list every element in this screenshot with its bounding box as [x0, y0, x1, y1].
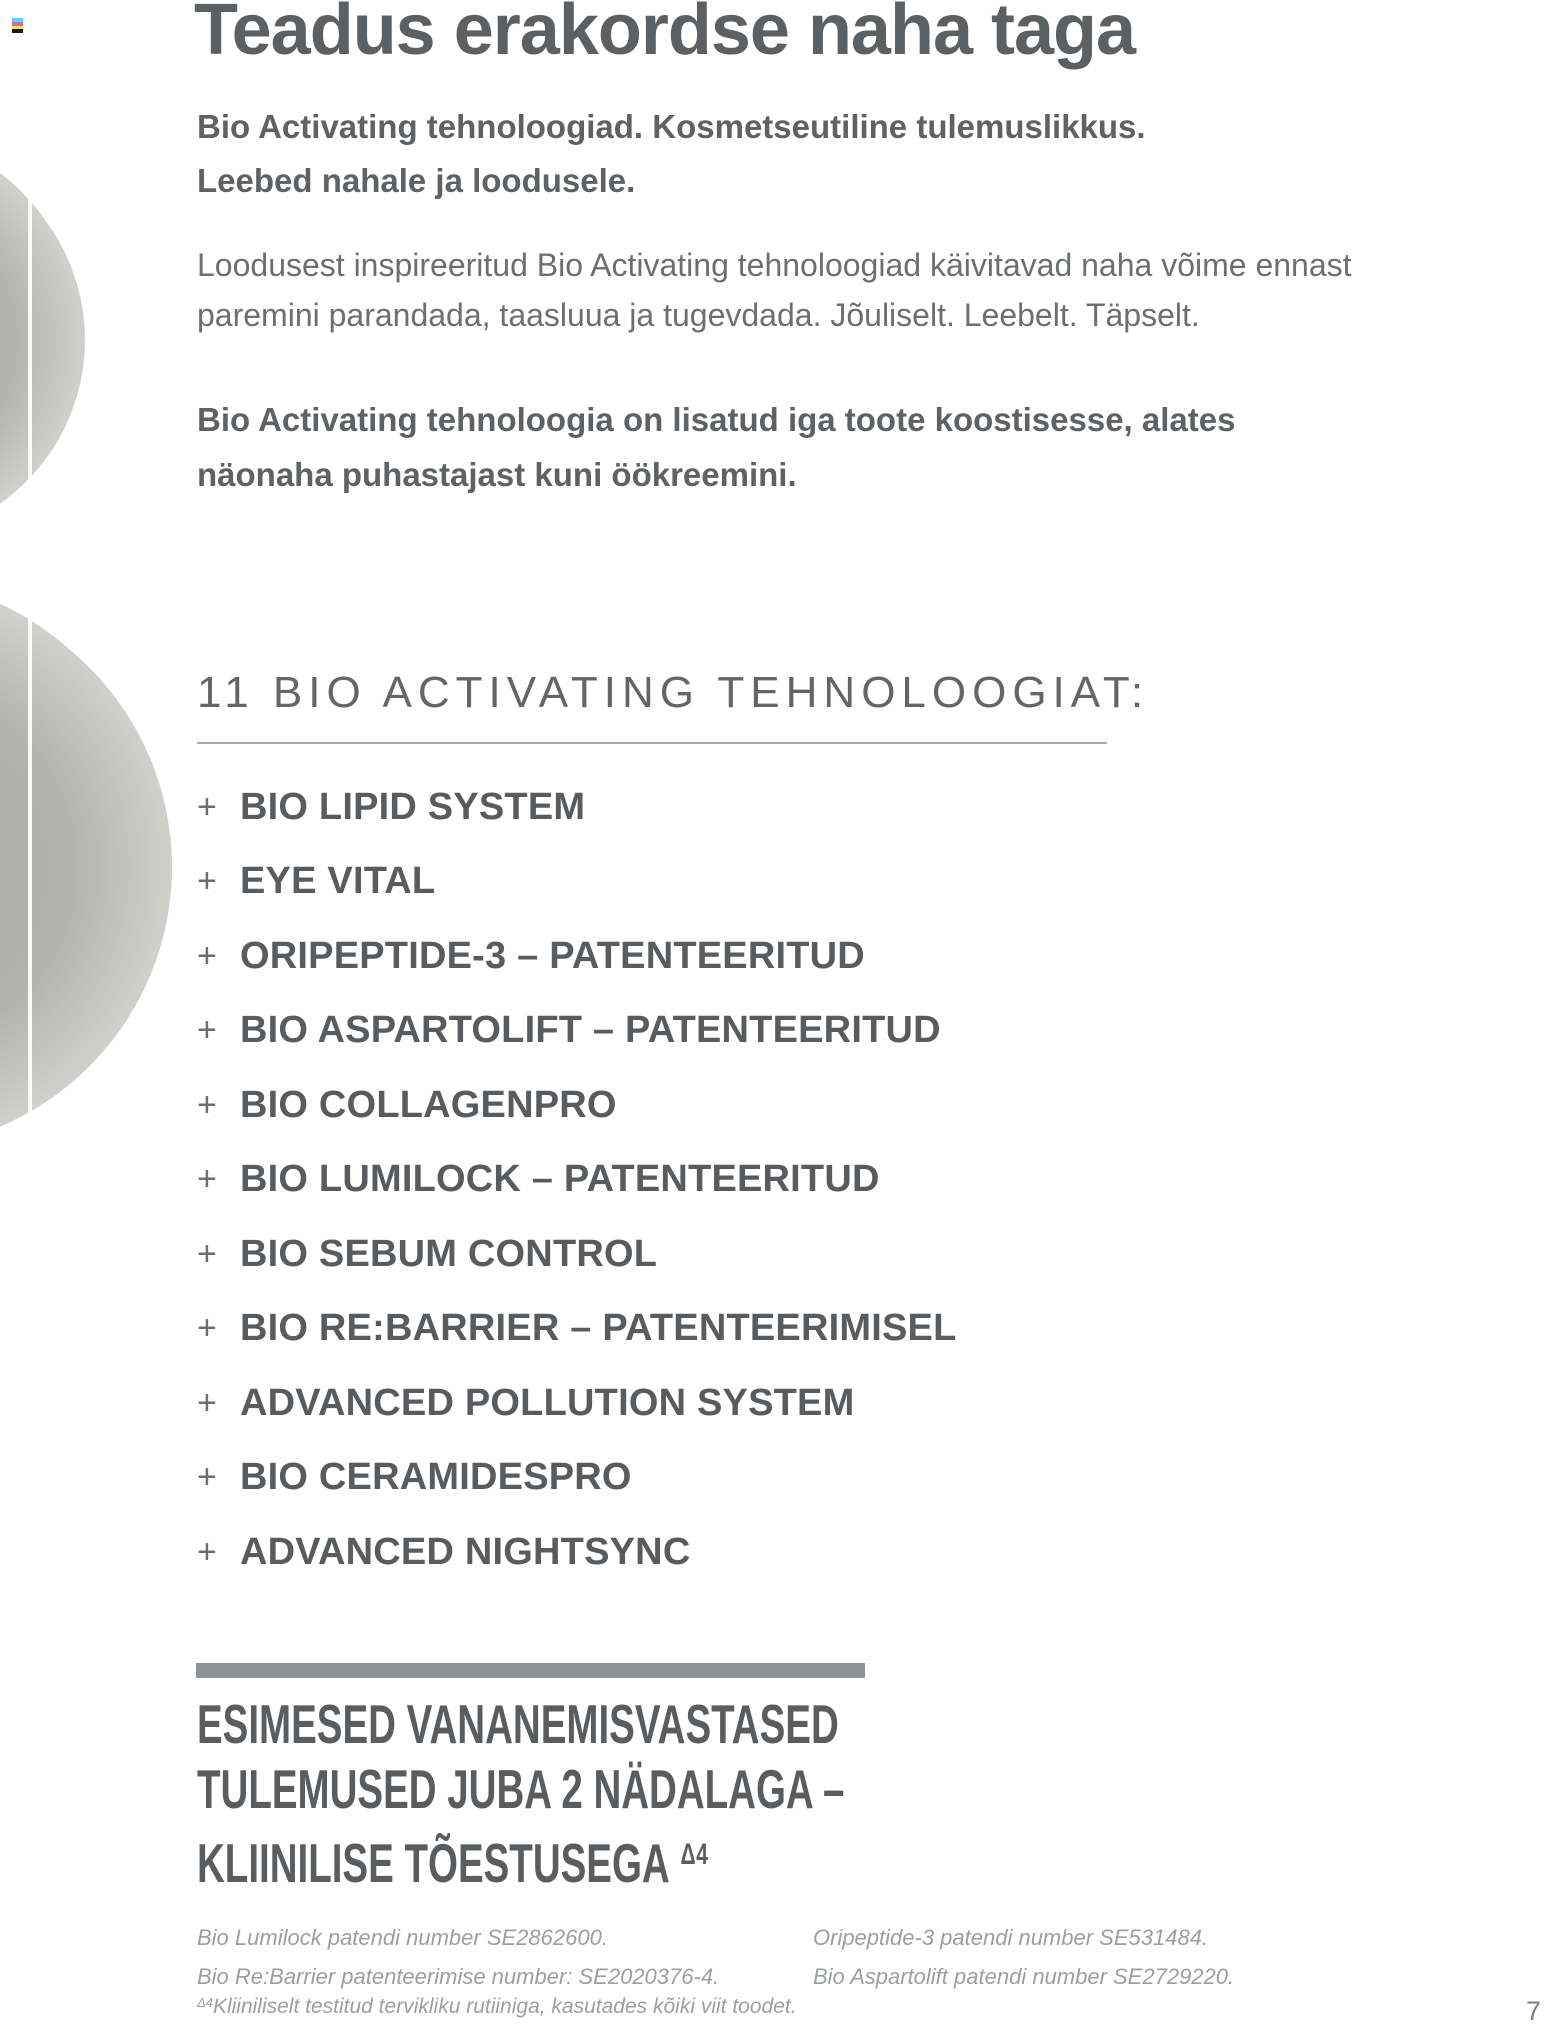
plus-icon: +	[197, 1309, 218, 1348]
technology-label: BIO CERAMIDESPRO	[240, 1456, 632, 1499]
clinical-footnote-superscript: Δ4	[197, 1995, 213, 2010]
plus-icon: +	[197, 1532, 218, 1571]
technology-label: BIO ASPARTOLIFT – PATENTEERITUD	[240, 1009, 941, 1052]
clinical-footnote-text: Kliiniliselt testitud tervikliku rutiiniga, kasutades kõiki viit toodet.	[212, 1995, 797, 2018]
technology-label: ADVANCED NIGHTSYNC	[240, 1530, 691, 1573]
highlight-line: TULEMUSED JUBA 2 NÄDALAGA –	[197, 1758, 845, 1820]
technology-label: BIO COLLAGENPRO	[240, 1083, 617, 1126]
technology-label: ADVANCED POLLUTION SYSTEM	[240, 1381, 855, 1424]
plus-icon: +	[197, 1458, 218, 1497]
plus-icon: +	[197, 787, 218, 826]
technology-label: ORIPEPTIDE-3 – PATENTEERITUD	[240, 934, 865, 977]
intro-line: Loodusest inspireeritud Bio Activating tehnoloogiad käivitavad naha võime ennast	[197, 247, 1352, 283]
footnote-line: Bio Re:Barrier patenteerimise number: SE2020376-4.	[197, 1964, 720, 1989]
technology-label: EYE VITAL	[240, 860, 436, 903]
clinical-footnote	[197, 1995, 797, 2019]
technology-label: BIO LIPID SYSTEM	[240, 785, 586, 828]
technology-label: BIO SEBUM CONTROL	[240, 1232, 658, 1275]
intro-line: paremini parandada, taasluua ja tugevdada. Jõuliselt. Leebelt. Täpselt.	[197, 297, 1200, 333]
page-number: 7	[1526, 1996, 1542, 2026]
plus-icon: +	[197, 1011, 218, 1050]
footnote-line: Bio Aspartolift patendi number SE2729220.	[813, 1964, 1235, 1989]
plus-icon: +	[197, 1234, 218, 1273]
subtitle-line: Bio Activating tehnoloogiad. Kosmetseutiline tulemuslikkus.	[197, 108, 1146, 145]
page-title: Teadus erakordse naha taga	[194, 0, 1136, 70]
plus-icon: +	[197, 1160, 218, 1199]
emphasis-line: Bio Activating tehnoloogia on lisatud iga toote koostisesse, alates	[197, 401, 1236, 438]
technology-label: BIO RE:BARRIER – PATENTEERIMISEL	[240, 1307, 957, 1350]
technology-label: BIO LUMILOCK – PATENTEERITUD	[240, 1158, 880, 1201]
footnote-column-left	[197, 1918, 719, 1996]
highlight-line-text: KLIINILISE TÕESTUSEGA	[197, 1832, 670, 1894]
technologies-heading: 11 BIO ACTIVATING TEHNOLOOGIAT:	[197, 668, 1150, 717]
plus-icon: +	[197, 1085, 218, 1124]
subtitle-line: Leebed nahale ja loodusele.	[197, 162, 636, 199]
plus-icon: +	[197, 1383, 218, 1422]
highlight-line: ESIMESED VANANEMISVASTASED	[197, 1693, 839, 1755]
plus-icon: +	[197, 936, 218, 975]
footnote-line: Oripeptide-3 patendi number SE531484.	[813, 1925, 1209, 1950]
highlight-superscript: Δ4	[680, 1838, 709, 1871]
plus-icon: +	[197, 862, 218, 901]
emphasis-line: näonaha puhastajast kuni öökreemini.	[197, 456, 797, 493]
footnote-line: Bio Lumilock patendi number SE2862600.	[197, 1925, 608, 1950]
footnote-column-right	[813, 1918, 1234, 1996]
